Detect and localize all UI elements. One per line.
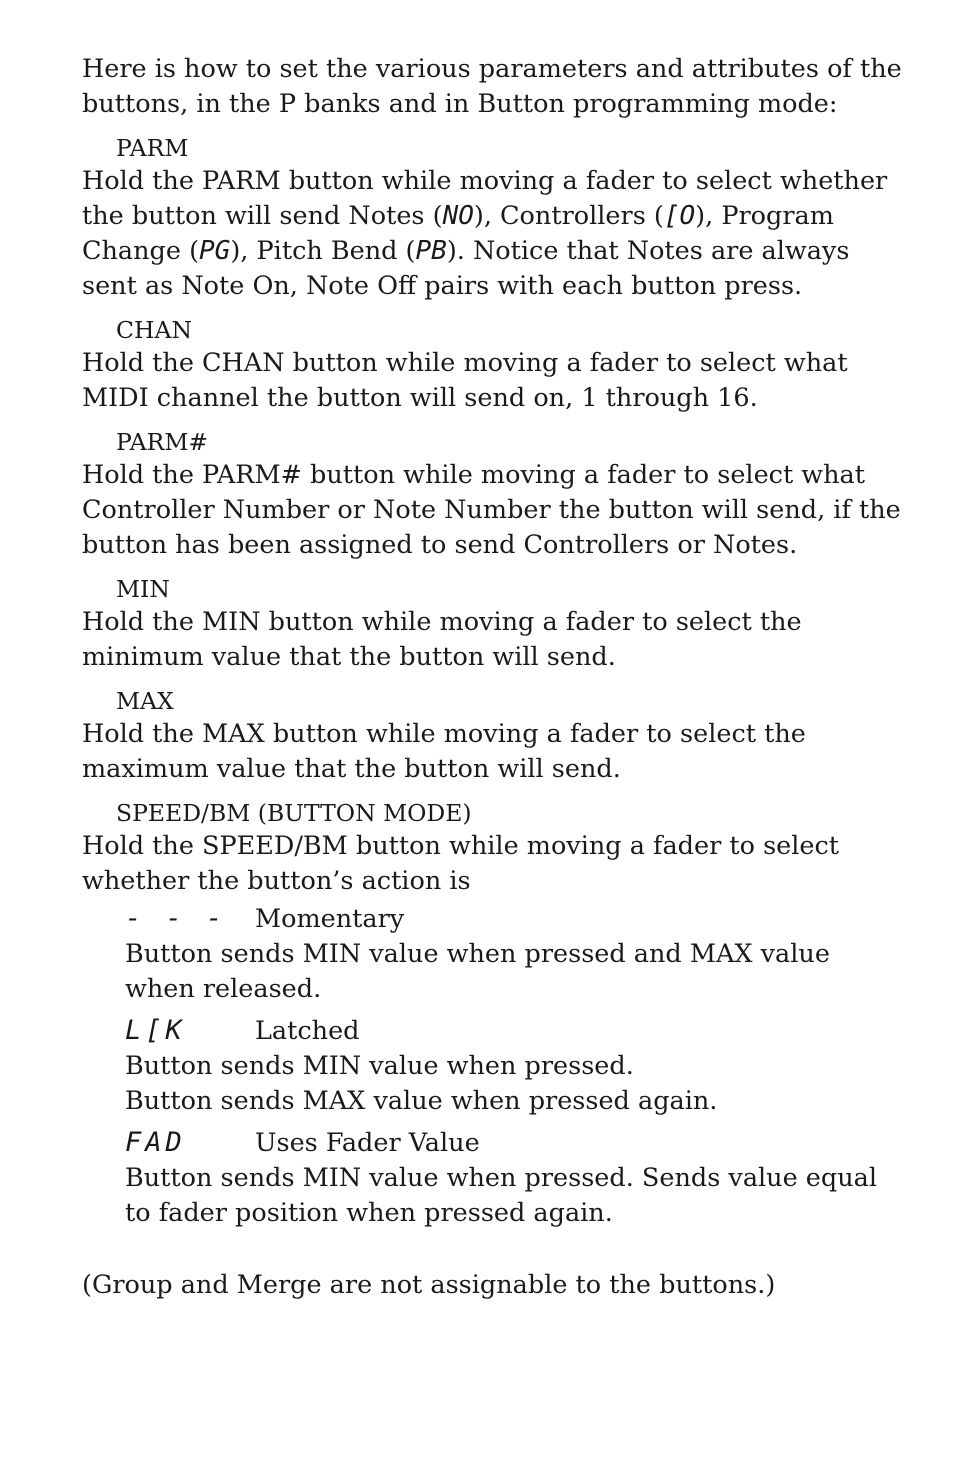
lcd-pitch-code: PB xyxy=(415,236,447,266)
max-line-1: Hold the MAX button while moving a fader to select the xyxy=(82,719,806,749)
mode-desc-momentary-1: Button sends MIN value when pressed and MAX value xyxy=(125,939,830,969)
min-line-2: minimum value that the button will send. xyxy=(82,642,616,672)
lcd-program-code: PG xyxy=(199,236,231,266)
max-heading: MAX xyxy=(116,687,174,715)
mode-name-fader: Uses Fader Value xyxy=(255,1128,480,1158)
speed-line-1: Hold the SPEED/BM button while moving a fader to select xyxy=(82,831,840,861)
manual-page xyxy=(82,52,902,1303)
mode-desc-latched-2: Button sends MAX value when pressed again. xyxy=(125,1086,718,1116)
parmnum-line-1: Hold the PARM# button while moving a fader to select what xyxy=(82,460,866,490)
lcd-latched-code: L[K xyxy=(125,1015,186,1046)
speed-line-2: whether the button’s action is xyxy=(82,866,471,896)
parm-line-4: sent as Note On, Note Off pairs with each button press. xyxy=(82,271,803,301)
mode-desc-momentary-2: when released. xyxy=(125,974,322,1004)
intro-line-1: Here is how to set the various parameters and attributes of the xyxy=(82,54,902,84)
min-line-1: Hold the MIN button while moving a fader to select the xyxy=(82,607,802,637)
parm-line-1: Hold the PARM button while moving a fader to select whether xyxy=(82,166,888,196)
intro-line-2: buttons, in the P banks and in Button programming mode: xyxy=(82,89,838,119)
mode-desc-fader-1: Button sends MIN value when pressed. Sends value equal xyxy=(125,1163,877,1193)
lcd-fader-code: FAD xyxy=(125,1127,186,1158)
parm-line-2: the button will send Notes (NO), Controllers ([O), Program xyxy=(82,201,834,231)
mode-row-latched xyxy=(125,1013,882,1049)
parm-line-3: Change (PG), Pitch Bend (PB). Notice that Notes are always xyxy=(82,236,850,266)
mode-desc-fader-2: to fader position when pressed again. xyxy=(125,1198,613,1228)
parmnum-line-3: button has been assigned to send Controllers or Notes. xyxy=(82,530,798,560)
lcd-notes-code: NO xyxy=(442,201,474,231)
button-mode-list xyxy=(125,901,882,1231)
mode-desc-latched-1: Button sends MIN value when pressed. xyxy=(125,1051,634,1081)
parmnum-line-2: Controller Number or Note Number the button will send, if the xyxy=(82,495,901,525)
footer-note: (Group and Merge are not assignable to the buttons.) xyxy=(82,1270,776,1300)
max-line-2: maximum value that the button will send. xyxy=(82,754,621,784)
chan-heading: CHAN xyxy=(116,316,193,344)
parm-heading: PARM xyxy=(116,134,189,162)
mode-name-latched: Latched xyxy=(255,1016,360,1046)
mode-name-momentary: Momentary xyxy=(255,904,405,934)
parmnum-heading: PARM# xyxy=(116,428,209,456)
chan-line-1: Hold the CHAN button while moving a fader to select what xyxy=(82,348,848,378)
min-heading: MIN xyxy=(116,575,170,603)
mode-row-fader xyxy=(125,1125,882,1161)
speed-heading: SPEED/BM (BUTTON MODE) xyxy=(116,799,472,827)
chan-line-2: MIDI channel the button will send on, 1 through 16. xyxy=(82,383,758,413)
lcd-momentary-code: - - - xyxy=(125,903,227,934)
lcd-controllers-code: [O xyxy=(663,201,696,231)
mode-row-momentary xyxy=(125,901,882,937)
